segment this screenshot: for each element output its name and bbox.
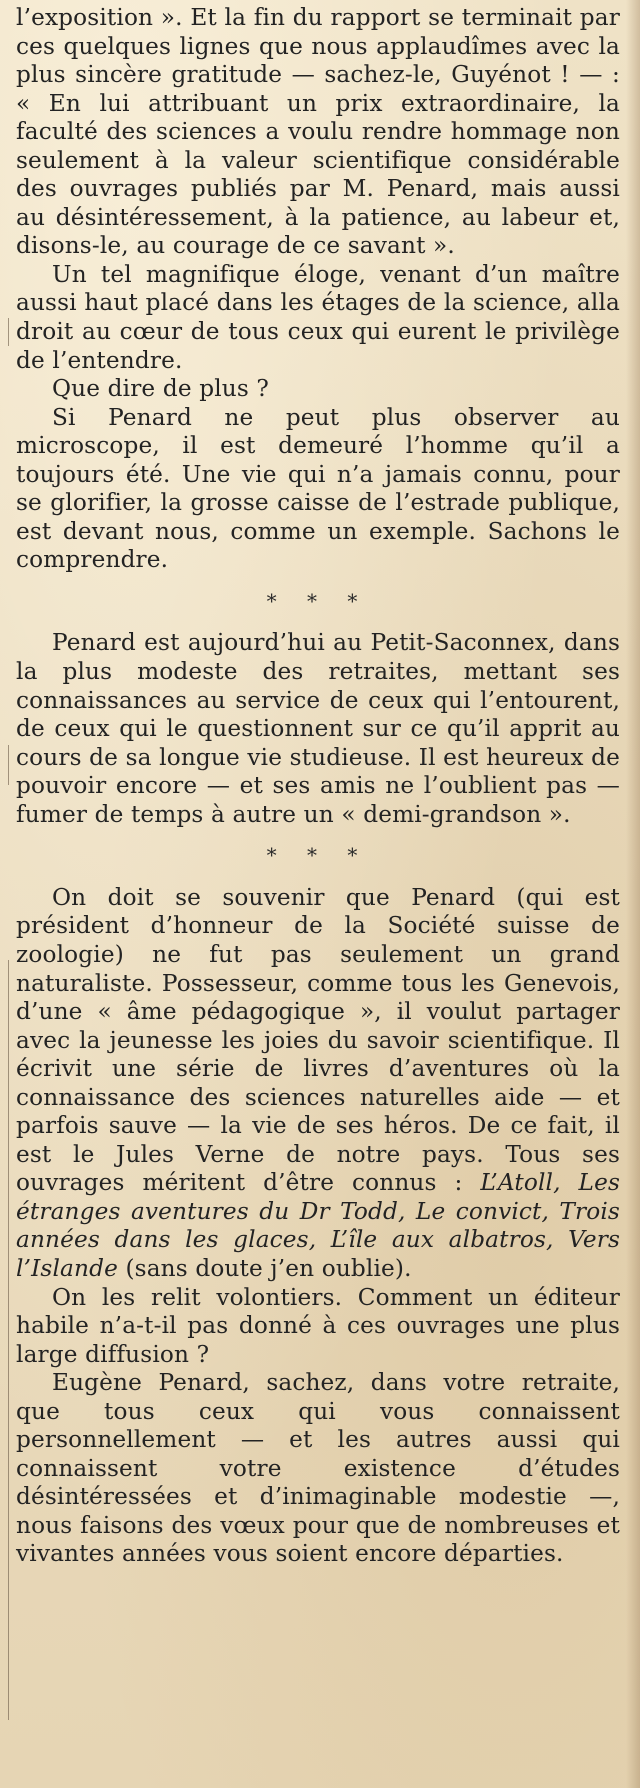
paper-edge-shadow <box>626 0 640 1788</box>
paragraph-question: Que dire de plus ? <box>52 375 270 403</box>
paragraph-microscope: Si Penard ne peut plus observer au microscope, il est demeuré l’homme qu’il a toujours été. Une vie qui n’a jamais connu, pour se glorifier, la grosse caisse de l’estrade publique, est devant nous, comme un exemple. Sachons le comprendre. <box>16 403 620 574</box>
margin-pencil-mark <box>8 318 9 346</box>
section-separator: * * * <box>266 843 370 868</box>
works-tail-text: (sans doute j’en oublie). <box>117 1254 412 1282</box>
paragraph-report-ending: l’exposition ». Et la fin du rapport se terminait par ces quelques lignes que nous applaudîmes avec la plus sincère gratitude — sachez-le, Guyénot ! — : « En lui attribuant un prix extraordinaire, la faculté des sciences a voulu rendre hommage non seulement à la valeur scientifique considérable des ouvrages publiés par M. Penard, mais aussi au désintéressement, à la patience, au labeur et, disons-le, au courage de ce savant ». <box>16 4 620 260</box>
margin-pencil-mark <box>8 745 9 785</box>
paragraph-works <box>16 884 620 1284</box>
margin-pencil-mark <box>8 960 9 1720</box>
works-intro-text: On doit se souvenir que Penard (qui est président d’honneur de la Société suisse de zoologie) ne fut pas seulement un grand naturaliste. Possesseur, comme tous les Genevois, d’une « âme pédagogique », il voulut partager avec la jeunesse les joies du savoir scientifique. Il écrivit une série de livres d’aventures où la connaissance des sciences naturelles aide — et parfois sauve — la vie de ses héros. De ce fait, il est le Jules Verne de notre pays. Tous ses ouvrages méritent d’être connus : <box>16 883 620 1197</box>
paragraph-eulogy: Un tel magnifique éloge, venant d’un maître aussi haut placé dans les étages de la science, alla droit au cœur de tous ceux qui eurent le privilège de l’entendre. <box>16 260 620 374</box>
article-column <box>16 4 620 1569</box>
paragraph-retirement: Penard est aujourd’hui au Petit-Saconnex, dans la plus modeste des retraites, mettant ses connaissances au service de ceux qui l’entourent, de ceux qui le questionnent sur ce qu’il apprit au cours de sa longue vie studieuse. Il est heureux de pouvoir encore — et ses amis ne l’oublient pas — fumer de temps à autre un « demi-grandson ». <box>16 629 620 828</box>
section-separator: * * * <box>266 588 370 613</box>
paragraph-reread: On les relit volontiers. Comment un éditeur habile n’a-t-il pas donné à ces ouvrages une plus large diffusion ? <box>16 1283 620 1368</box>
paragraph-closing-wishes: Eugène Penard, sachez, dans votre retraite, que tous ceux qui vous connaissent personnellement — et les autres aussi qui connaissent votre existence d’études désintéressées et d’inimaginable modestie —, nous faisons des vœux pour que de nombreuses et vivantes années vous soient encore départies. <box>16 1369 620 1568</box>
book-titles: L’Atoll, Les étranges aventures du Dr Todd, Le convict, Trois années dans les glaces, L’île aux albatros, Vers l’Islande <box>16 1169 620 1282</box>
